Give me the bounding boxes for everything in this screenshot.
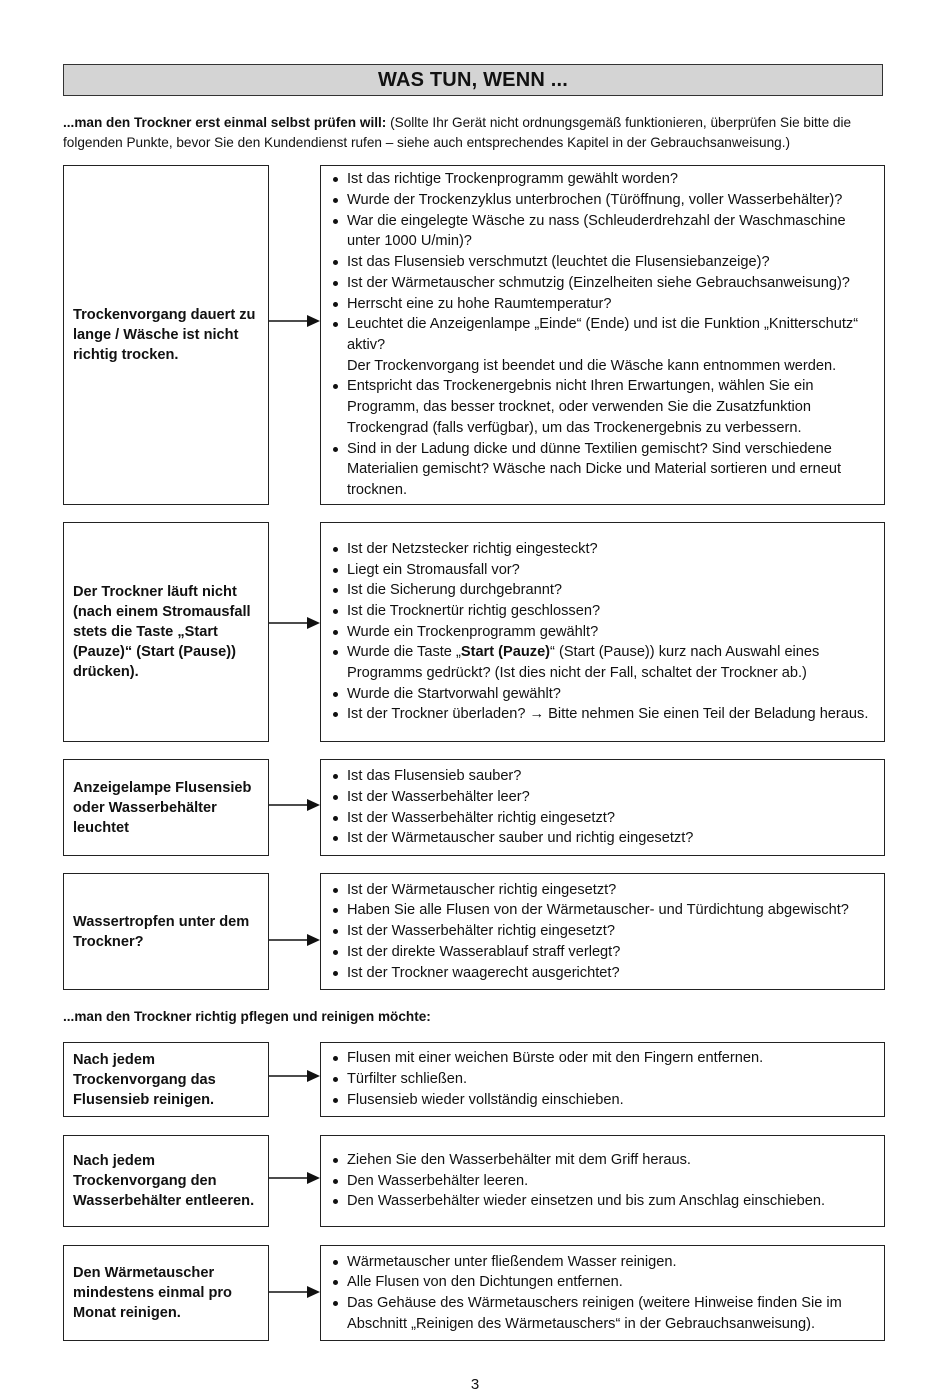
- problem-label-1: [63, 165, 269, 505]
- problem-label-4: [63, 873, 269, 990]
- arrow-right-icon: [269, 1285, 320, 1299]
- care-checklist-1: [320, 1042, 885, 1117]
- checklist-item: Den Wasserbehälter leeren.: [331, 1171, 876, 1192]
- intro-paragraph: [63, 113, 885, 153]
- checklist-item: Wurde ein Trockenprogramm gewählt?: [331, 622, 876, 643]
- checklist-item: Flusen mit einer weichen Bürste oder mit den Fingern entfernen.: [331, 1048, 876, 1069]
- arrow-right-icon: [269, 933, 320, 947]
- checklist-item: Ist der Wärmetauscher schmutzig (Einzelheiten siehe Gebrauchsanweisung)?: [331, 273, 876, 294]
- care-label-text: Nach jedem Trockenvorgang den Wasserbehälter entleeren.: [73, 1153, 255, 1209]
- checklist-item: Wurde die Startvorwahl gewählt?: [331, 684, 876, 705]
- intro-lead: ...man den Trockner erst einmal selbst prüfen will:: [63, 115, 387, 130]
- checklist-item: Ist die Sicherung durchgebrannt?: [331, 580, 876, 601]
- checklist-item: [331, 314, 876, 376]
- checklist-item: Wärmetauscher unter fließendem Wasser reinigen.: [331, 1252, 876, 1273]
- checklist-item: Ist die Trocknertür richtig geschlossen?: [331, 601, 876, 622]
- arrow-right-icon: [269, 1171, 320, 1185]
- arrow-right-icon: [269, 798, 320, 812]
- problem-label-3: [63, 759, 269, 856]
- checklist-item-pre: Wurde die Taste „: [347, 644, 461, 661]
- care-label-1: [63, 1042, 269, 1117]
- checklist-item-text: Leuchtet die Anzeigenlampe „Einde“ (Ende) und ist die Funktion „Knitterschutz“ aktiv?: [347, 316, 859, 353]
- care-label-text: Nach jedem Trockenvorgang das Flusensieb reinigen.: [73, 1051, 216, 1108]
- checklist-item: Ist der Trockner waagerecht ausgerichtet?: [331, 963, 876, 984]
- checklist-item: Ist der Wärmetauscher richtig eingesetzt?: [331, 880, 876, 901]
- checklist-item: Den Wasserbehälter wieder einsetzen und bis zum Anschlag einschieben.: [331, 1191, 876, 1212]
- checklist-item: Herrscht eine zu hohe Raumtemperatur?: [331, 294, 876, 315]
- checklist-item: [331, 642, 876, 683]
- care-checklist-2: [320, 1135, 885, 1227]
- care-label-3: [63, 1245, 269, 1341]
- problem-checklist-1: [320, 165, 885, 505]
- arrow-right-icon: [269, 616, 320, 630]
- problem-label-text: Der Trockner läuft nicht (nach einem Stromausfall stets die Taste „Start (Pauze)“ (Start (Pause)) drücken).: [73, 584, 251, 680]
- arrow-right-icon: [269, 1069, 320, 1083]
- care-heading: ...man den Trockner richtig pflegen und reinigen möchte:: [63, 1009, 431, 1024]
- checklist-item: Entspricht das Trockenergebnis nicht Ihren Erwartungen, wählen Sie ein Programm, das besser trocknet, oder verwenden Sie die Zusatzfunktion Trockengrad (falls verfügbar), um das Trockenergebnis zu verbessern.: [331, 376, 876, 438]
- problem-label-text: Wassertropfen unter dem Trockner?: [73, 913, 250, 950]
- checklist-item: Ist der Netzstecker richtig eingesteckt?: [331, 539, 876, 560]
- checklist-item: Türfilter schließen.: [331, 1069, 876, 1090]
- checklist-item: Liegt ein Stromausfall vor?: [331, 560, 876, 581]
- checklist-item-key: Start (Pauze): [460, 644, 551, 661]
- problem-checklist-3: [320, 759, 885, 856]
- checklist-item: Alle Flusen von den Dichtungen entfernen.: [331, 1272, 876, 1293]
- checklist-item: Ist der Trockner überladen? → Bitte nehmen Sie einen Teil der Beladung heraus.: [331, 704, 876, 725]
- checklist-item: Sind in der Ladung dicke und dünne Textilien gemischt? Sind verschiedene Materialien gemischt? Wäsche nach Dicke und Material sortieren und erneut trocknen.: [331, 439, 876, 501]
- checklist-item: Ist das Flusensieb verschmutzt (leuchtet die Flusensiebanzeige)?: [331, 252, 876, 273]
- checklist-item: Ziehen Sie den Wasserbehälter mit dem Griff heraus.: [331, 1150, 876, 1171]
- care-label-2: [63, 1135, 269, 1227]
- arrow-right-icon: [269, 314, 320, 328]
- checklist-item: Ist der Wasserbehälter leer?: [331, 787, 876, 808]
- care-checklist-3: [320, 1245, 885, 1341]
- checklist-item-note: Der Trockenvorgang ist beendet und die Wäsche kann entnommen werden.: [347, 357, 837, 374]
- problem-checklist-2: [320, 522, 885, 742]
- checklist-item: Ist der Wasserbehälter richtig eingesetzt?: [331, 921, 876, 942]
- checklist-item: Haben Sie alle Flusen von der Wärmetauscher- und Türdichtung abgewischt?: [331, 900, 876, 921]
- problem-label-text: Anzeigelampe Flusensieb oder Wasserbehälter leuchtet: [73, 779, 252, 836]
- care-label-text: Den Wärmetauscher mindestens einmal pro Monat reinigen.: [73, 1265, 232, 1321]
- checklist-item: Ist der direkte Wasserablauf straff verlegt?: [331, 942, 876, 963]
- page-number: 3: [470, 1376, 480, 1393]
- checklist-item: Ist das Flusensieb sauber?: [331, 766, 876, 787]
- problem-checklist-4: [320, 873, 885, 990]
- checklist-item: Ist der Wärmetauscher sauber und richtig eingesetzt?: [331, 828, 876, 849]
- checklist-item: Ist der Wasserbehälter richtig eingesetzt?: [331, 808, 876, 829]
- problem-label-2: [63, 522, 269, 742]
- page-title: WAS TUN, WENN ...: [63, 64, 883, 96]
- checklist-item: War die eingelegte Wäsche zu nass (Schleuderdrehzahl der Waschmaschine unter 1000 U/min)?: [331, 211, 876, 252]
- intro-text: (Sollte Ihr Gerät nicht ordnungsgemäß funktionieren, überprüfen Sie bitte die folgenden Punkte, bevor Sie den Kundendienst rufen – siehe auch entsprechendes Kapitel in der Gebrauchsanweisung.): [63, 115, 852, 150]
- checklist-item: Das Gehäuse des Wärmetauschers reinigen (weitere Hinweise finden Sie im Abschnitt „Reinigen des Wärmetauschers“ in der Gebrauchsanweisung).: [331, 1293, 876, 1334]
- checklist-item: Flusensieb wieder vollständig einschieben.: [331, 1090, 876, 1111]
- problem-label-text: Trockenvorgang dauert zu lange / Wäsche ist nicht richtig trocken.: [73, 307, 256, 363]
- checklist-item: Ist das richtige Trockenprogramm gewählt worden?: [331, 169, 876, 190]
- checklist-item: Wurde der Trockenzyklus unterbrochen (Türöffnung, voller Wasserbehälter)?: [331, 190, 876, 211]
- checklist-item-text: “ (Start (Pause)) kurz nach Auswahl eines Programms gedrückt? (Ist dies nicht der Fall, schaltet der Trockner ab.): [347, 644, 820, 682]
